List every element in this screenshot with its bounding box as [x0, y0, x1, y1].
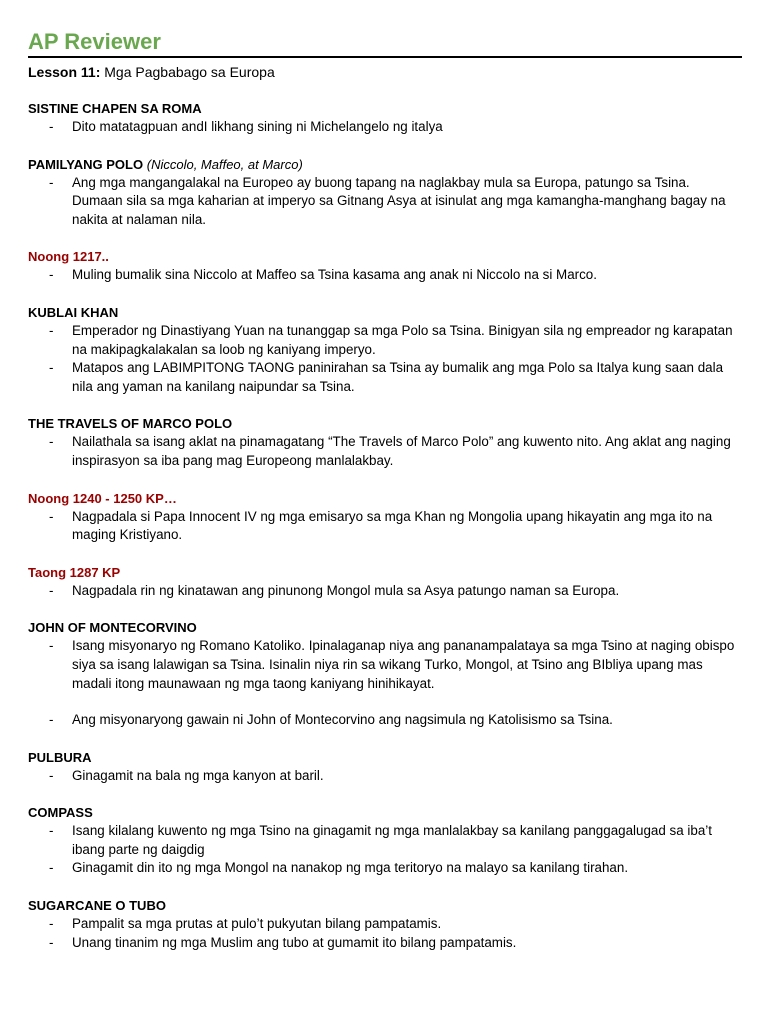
section-heading-text: SUGARCANE O TUBO — [28, 898, 166, 914]
section-heading-text: KUBLAI KHAN — [28, 304, 119, 320]
list-item — [28, 508, 742, 545]
list-item-text: Unang tinanim ng mga Muslim ang tubo at gumamit ito bilang pampatamis. — [72, 934, 517, 950]
bullet-list — [28, 433, 742, 470]
dash-bullet-icon: - — [49, 823, 54, 839]
section — [28, 304, 742, 396]
dash-bullet-icon: - — [49, 360, 54, 376]
bullet-list — [28, 266, 742, 285]
lesson-title: Mga Pagbabago sa Europa — [104, 64, 275, 80]
bullet-list — [28, 767, 742, 786]
list-item — [28, 118, 742, 137]
section-heading — [28, 804, 742, 822]
list-item-text: Ginagamit din ito ng mga Mongol na nanakop ng mga teritoryo na malayo sa kanilang tirahan. — [72, 860, 629, 876]
section-heading-text: Taong 1287 KP — [28, 564, 121, 580]
section-heading — [28, 564, 742, 582]
section-heading — [28, 304, 742, 322]
section-heading-note: (Niccolo, Maffeo, at Marco) — [146, 156, 303, 172]
list-item — [28, 822, 742, 859]
sections-container — [28, 100, 742, 952]
section-heading-text: JOHN OF MONTECORVINO — [28, 620, 197, 636]
document-title: AP Reviewer — [28, 29, 161, 54]
section-heading-text: PULBURA — [28, 749, 92, 765]
section-heading — [28, 100, 742, 118]
list-item-text: Emperador ng Dinastiyang Yuan na tunanggap sa mga Polo sa Tsina. Binigyan sila ng empreador ng karapatan na makipagkalakalan sa loob ng kaniyang imperyo. — [72, 322, 733, 357]
list-item — [28, 637, 742, 693]
list-item — [28, 174, 742, 230]
document-page — [28, 0, 742, 952]
dash-bullet-icon: - — [49, 174, 54, 190]
bullet-list — [28, 322, 742, 396]
list-item — [28, 859, 742, 878]
section-heading — [28, 248, 742, 266]
dash-bullet-icon: - — [49, 267, 54, 283]
section-heading-text: Noong 1217.. — [28, 249, 109, 265]
section-heading — [28, 415, 742, 433]
bullet-list — [28, 582, 742, 601]
lesson-line — [28, 63, 742, 81]
list-item — [28, 359, 742, 396]
section-heading — [28, 897, 742, 915]
list-item — [28, 934, 742, 953]
list-item — [28, 433, 742, 470]
section — [28, 897, 742, 952]
section — [28, 415, 742, 470]
bullet-list — [28, 637, 742, 729]
section-heading-text: THE TRAVELS OF MARCO POLO — [28, 416, 233, 432]
dash-bullet-icon: - — [49, 638, 54, 654]
section — [28, 804, 742, 878]
dash-bullet-icon: - — [49, 934, 54, 950]
list-item-text: Isang kilalang kuwento ng mga Tsino na ginagamit ng mga manlalakbay sa kanilang panggagalugad sa iba’t ibang parte ng daigdig — [72, 823, 712, 857]
list-item — [28, 322, 742, 359]
section-heading-text: SISTINE CHAPEN SA ROMA — [28, 101, 202, 116]
list-item-text: Matapos ang LABIMPITONG TAONG paninirahan sa Tsina ay bumalik ang mga Polo sa Italya kung saan dala nila ang yaman na kanilang naipundar sa Tsina. — [72, 360, 724, 394]
section — [28, 490, 742, 545]
section — [28, 156, 742, 230]
section — [28, 100, 742, 137]
bullet-list — [28, 174, 742, 230]
list-item — [28, 915, 742, 934]
bullet-list — [28, 822, 742, 878]
dash-bullet-icon: - — [49, 767, 54, 783]
section-heading-text: Noong 1240 - 1250 KP… — [28, 490, 177, 506]
list-item-text: Ang mga mangangalakal na Europeo ay buong tapang na naglakbay mula sa Europa, patungo sa Tsina. Dumaan sila sa mga kaharian at imperyo sa Gitnang Asya at isinulat ang mga kamangha-manghang bagay na nakita at nalaman nila. — [72, 174, 726, 227]
list-item — [28, 266, 742, 285]
section-heading — [28, 490, 742, 508]
dash-bullet-icon: - — [49, 582, 54, 598]
bullet-list — [28, 915, 742, 952]
section-heading-text: PAMILYANG POLO — [28, 156, 144, 172]
section-heading — [28, 156, 742, 174]
list-item-text: Pampalit sa mga prutas at pulo’t pukyutan bilang pampatamis. — [72, 916, 442, 932]
list-item-text: Nagpadala si Papa Innocent IV ng mga emisaryo sa mga Khan ng Mongolia upang hikayatin ang mga ito na maging Kristiyano. — [72, 508, 713, 543]
section-heading — [28, 749, 742, 767]
bullet-list — [28, 118, 742, 137]
list-item-text: Isang misyonaryo ng Romano Katoliko. Ipinalaganap niya ang pananampalataya sa mga Tsino at naging obispo siya sa isang lalawigan sa Tsina. Isinalin niya rin sa wikang Turko, Mongol, at Tsino ang BIbliya upang mas madali itong maunawaan ng mga taong kaniyang hinihikayat. — [72, 638, 735, 691]
list-item-text: Ang misyonaryong gawain ni John of Montecorvino ang nagsimula ng Katolisismo sa Tsina. — [72, 712, 613, 728]
dash-bullet-icon: - — [49, 434, 54, 450]
list-item-text: Nailathala sa isang aklat na pinamagatang “The Travels of Marco Polo” ang kuwento nito. Ang aklat ang naging inspirasyon sa iba pang mag Europeong manlalakbay. — [72, 434, 731, 468]
dash-bullet-icon: - — [49, 712, 54, 728]
section — [28, 564, 742, 601]
list-item — [28, 711, 742, 730]
title-divider — [28, 56, 742, 58]
lesson-label: Lesson 11: — [28, 64, 101, 80]
list-item — [28, 582, 742, 601]
list-item-text: Ginagamit na bala ng mga kanyon at baril. — [72, 767, 324, 783]
dash-bullet-icon: - — [49, 860, 54, 876]
section-heading-text: COMPASS — [28, 805, 93, 821]
section — [28, 749, 742, 786]
dash-bullet-icon: - — [49, 916, 54, 932]
dash-bullet-icon: - — [49, 119, 54, 134]
list-item-text: Nagpadala rin ng kinatawan ang pinunong Mongol mula sa Asya patungo naman sa Europa. — [72, 582, 620, 598]
dash-bullet-icon: - — [49, 508, 54, 524]
list-item — [28, 767, 742, 786]
section — [28, 619, 742, 729]
section-heading — [28, 619, 742, 637]
bullet-list — [28, 508, 742, 545]
list-item-text: Muling bumalik sina Niccolo at Maffeo sa Tsina kasama ang anak ni Niccolo na si Marco. — [72, 267, 597, 283]
list-item-text: Dito matatagpuan andI likhang sining ni Michelangelo ng italya — [72, 119, 443, 134]
dash-bullet-icon: - — [49, 322, 54, 338]
section — [28, 248, 742, 285]
